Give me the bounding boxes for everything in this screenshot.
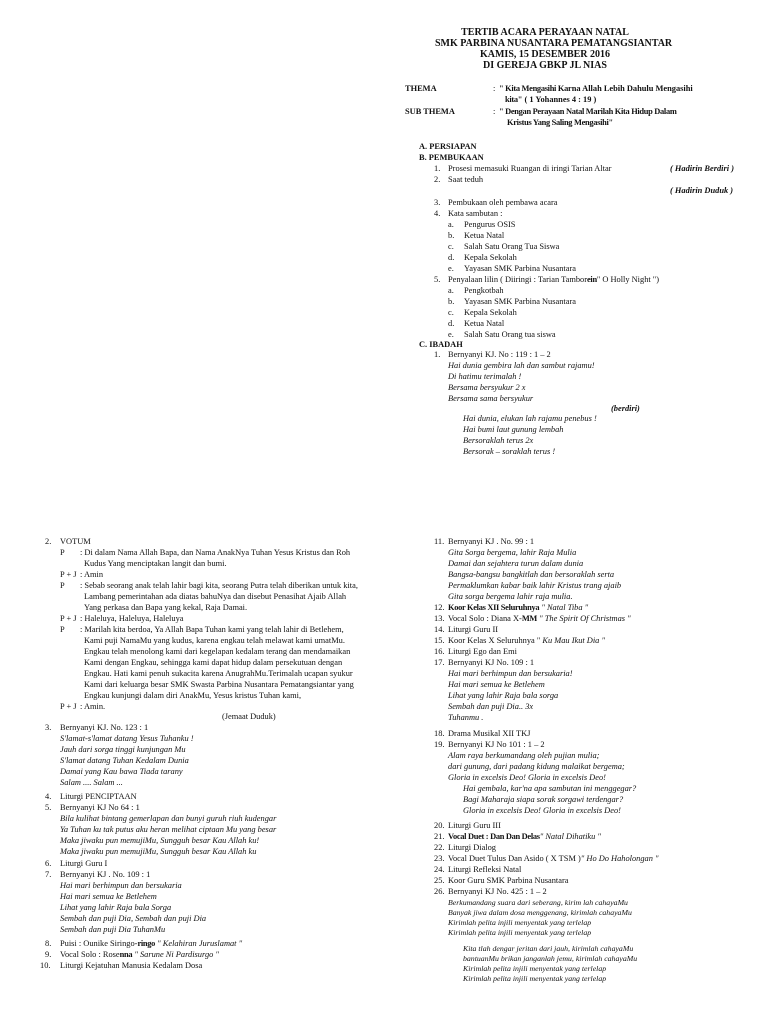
lyric-line: Kirimlah pelita injili menyentak yang terlelap [463,964,607,973]
lyric-line: Maka jiwaku pun memujiMu, Sungguh besar Kau Allah ku [60,847,257,856]
lyric-line: Damai dan sejahtera turun dalam dunia [448,559,584,568]
list-item: 3. [45,723,52,732]
list-item: 6. [45,859,52,868]
list-item: 26. [434,887,445,896]
sub-item: a. [448,286,454,295]
subthema-label: SUB THEMA [405,107,455,116]
list-item: 4. [45,792,52,801]
list-item: Liturgi Kejatuhan Manusia Kedalam Dosa [60,961,203,970]
sub-item: b. [448,297,455,306]
list-item: 15. [434,636,445,645]
list-item: 4. [434,209,441,218]
list-item: 21. [434,832,445,841]
liturgy-line: Kami dari keluarga besar SMK Swasta Parbina Nusantara Pematangsiantar yang [84,680,354,689]
liturgy-line: Kami dengan Engkau, sehingga kami dapat hidup dalam persekutuan dengan [84,658,343,667]
lyric-line: Hai bumi laut gunung lembah [463,425,564,434]
list-item: 19. [434,740,445,749]
list-item: Bernyanyi KJ. No : 119 : 1 – 2 [448,350,551,359]
list-item: Liturgi Dialog [448,843,496,852]
liturgy-line: Engkau telah menolong kami dari kegelapan kedalam terang dan mendamaikan [84,647,351,656]
list-item: 13. [434,614,445,623]
liturgy-speaker: P + J [60,570,77,579]
list-item: 5. [434,275,441,284]
lyric-line: Ya Tuhan ku tak putus aku heran melihat ciptaan Mu yang besar [60,825,277,834]
thema-part1: " Kita Mengasihi Ka [499,84,568,93]
list-item: Kata sambutan : [448,209,503,218]
list-item: Vocal Duet Tulus Dan Asido ( X TSM )" Ho Do Haholongan " [448,854,659,863]
thema-colon: : [493,84,496,93]
lyric-line: bantuanMu brikan janganlah jemu, kirimlah cahayaMu [463,954,638,963]
event-date: KAMIS, 15 DESEMBER 2016 [479,49,610,60]
hadirin-duduk: ( Hadirin Duduk ) [670,186,734,195]
list-item: 8. [45,939,52,948]
lyric-line: Banyak jiwa dalam dosa menggenang, kirimlah cahayaMu [448,908,632,917]
school-name: SMK PARBINA NUSANTARA PEMATANGSIANTAR [435,38,673,49]
list-item: Liturgi Guru II [448,625,499,634]
liturgy-speaker: P [60,625,65,634]
sub-item: Ketua Natal [464,231,505,240]
list-item: Drama Musikal XII TKJ [448,729,531,738]
lyric-line: Kirimlah pelita injili menyentak yang terlelap [448,928,592,937]
lyric-line: Sembah dan puji Dia, Sembah dan puji Dia [60,914,207,923]
lyric-line: Hai dunia, elukan lah rajamu penebus ! [463,414,597,423]
list-item: 24. [434,865,445,874]
list-item: Bernyanyi KJ . No. 99 : 1 [448,537,535,546]
subthema-colon: : [493,107,496,116]
sub-item: d. [448,319,455,328]
liturgy-line: Yang perkasa dan Bapa yang kekal, Raja Damai. [84,603,248,612]
event-venue: DI GEREJA GBKP JL NIAS [483,60,607,71]
list-item: 9. [45,950,52,959]
lyric-line: Gita sorga bergema lahir raja mulia. [448,592,573,601]
list-item: Bernyanyi KJ No 64 : 1 [60,803,140,812]
list-item: 25. [434,876,445,885]
sub-item: Yayasan SMK Parbina Nusantara [464,264,576,273]
subthema-line2: Kristus Yang Saling Mengasihi" [507,118,613,127]
thema-line2a: kita [505,95,518,104]
list-item: 23. [434,854,445,863]
list-item: 22. [434,843,445,852]
lyric-line: Salam .... Salam ... [60,778,123,787]
sub-item: Salah Satu Orang tua siswa [464,330,556,339]
list-item: Koor Kelas XII Seluruhnya " Natal Tiba " [448,603,589,612]
list-item: 2. [434,175,441,184]
sub-item: Salah Satu Orang Tua Siswa [464,242,560,251]
list-item: Pembukaan oleh pembawa acara [448,198,558,207]
liturgy-line: Kami puji NamaMu yang kudus, karena engkau telah melawat kami umatMu. [84,636,345,645]
lyric-line: Gloria in excelsis Deo! Gloria in excelsis Deo! [448,773,606,782]
liturgy-speaker: P [60,581,65,590]
berdiri-note: (berdiri) [611,404,640,413]
lyric-line: Alam raya berkumandang oleh pujian mulia; [448,751,600,760]
sub-item: b. [448,231,455,240]
sub-item: Ketua Natal [464,319,505,328]
thema-line2 [505,94,596,105]
list-item: Bernyanyi KJ No. 109 : 1 [448,658,535,667]
list-item: Saat teduh [448,175,484,184]
sub-item: Pengkotbah [464,286,504,295]
lyric-line: Lihat yang lahir Raja bala Sorga [60,903,172,912]
list-item: 14. [434,625,445,634]
liturgy-line: Engkau kunjungi dalam diri AnakMu, Yesus kristus Tuhan kami, [84,691,302,700]
list-item: 18. [434,729,445,738]
lyric-line: Permaklumkan kabar baik lahir Kristus trang ajaib [448,581,622,590]
lyric-line: Bila kulihat bintang gemerlapan dan bunyi guruh riuh kudengar [60,814,277,823]
lyric-line: Jauh dari sorga tinggi kunjungan Mu [60,745,186,754]
sub-item: Yayasan SMK Parbina Nusantara [464,297,576,306]
list-item: 17. [434,658,445,667]
jemaat-duduk-note: (Jemaat Duduk) [222,712,276,721]
lyric-line: Hai dunia gembira lah dan sambut rajamu! [448,361,595,370]
liturgy-speaker: P + J [60,702,77,711]
lyric-line: Hai mari berhimpun dan bersukaria [60,881,182,890]
list-item: Liturgi PENCIPTAAN [60,792,137,801]
lyric-line: Hai mari semua ke Betlehem [448,680,545,689]
list-item: VOTUM [60,537,91,546]
lyric-line: dari gunung, dari padang kidung malaikat bergema; [448,762,625,771]
thema-line2b: " ( 1 Yohannes 4 : 19 ) [517,95,597,104]
lyric-line: S'lamat-s'lamat datang Yesus Tuhanku ! [60,734,194,743]
list-item: 1. [434,350,441,359]
sub-item: d. [448,253,455,262]
lyric-line: Bangsa-bangsu bangkitlah dan bersoraklah serta [448,570,615,579]
sub-item: Kepala Sekolah [464,253,517,262]
sub-item: c. [448,308,454,317]
sub-item: e. [448,264,454,273]
lyric-line: Gloria in excelsis Deo! Gloria in excelsis Deo! [463,806,621,815]
liturgy-line: : Amin [80,570,104,579]
list-item: Bernyanyi KJ No 101 : 1 – 2 [448,740,545,749]
lyric-line: Kirimlah pelita injili menyentak yang terlelap [463,974,607,983]
lyric-line: Di hatimu terimalah ! [448,372,522,381]
liturgy-speaker: P + J [60,614,77,623]
sub-item: Pengurus OSIS [464,220,516,229]
subthema-line1: " Dengan Perayaan Natal Marilah Kita Hidup Dalam [499,107,677,116]
sub-item: c. [448,242,454,251]
list-item: 10. [40,961,51,970]
doc-title: TERTIB ACARA PERAYAAN NATAL [461,27,629,38]
lyric-line: Bersama bersyukur 2 x [448,383,526,392]
lyric-line: Tuhanmu . [448,713,484,722]
lyric-line: Gita Sorga bergema, lahir Raja Mulia [448,548,577,557]
hadirin-berdiri: ( Hadirin Berdiri ) [670,164,734,173]
list-item: 11. [434,537,445,546]
thema-part2: rna Allah Lebih Dahulu Mengasihi [567,84,693,93]
list-item: Liturgi Refleksi Natal [448,865,522,874]
liturgy-line: : Marilah kita berdoa, Ya Allah Bapa Tuhan kami yang telah lahir di Betlehem, [80,625,344,634]
list-item: 5. [45,803,52,812]
lyric-line: Hai mari semua ke Betlehem [60,892,157,901]
section-ibadah: C. IBADAH [419,340,463,349]
liturgy-line: Lambang pemerintahan ada diatas bahuNya dan disebut Penasihat Ajaib Allah [84,592,347,601]
lyric-line: Sembah dan puji Dia TuhanMu [60,925,166,934]
list-item: Koor Guru SMK Parbina Nusantara [448,876,569,885]
list-item: Bernyanyi KJ No. 425 : 1 – 2 [448,887,547,896]
sub-item: a. [448,220,454,229]
list-item: Vocal Duet : Dan Dan Delas" Natal Dihatiku " [448,832,601,841]
list-item: Puisi : Ounike Siringo-ringo " Kelahiran Juruslamat " [60,939,243,948]
lyric-line: Hai gembala, kar'na apa sambutan ini menggegar? [463,784,637,793]
list-item: 2. [45,537,52,546]
list-item: Liturgi Ego dan Emi [448,647,517,656]
lyric-line: Maka jiwaku pun memujiMu, Sungguh besar Kau Allah ku! [60,836,260,845]
list-item: Bernyanyi KJ . No. 109 : 1 [60,870,151,879]
lyric-line: Damai yang Kau bawa Tiada tarany [60,767,183,776]
liturgy-line: : Sebab seorang anak telah lahir bagi kita, seorang Putra telah diberikan untuk kita, [80,581,358,590]
liturgy-speaker: P [60,548,65,557]
sub-item: Kepala Sekolah [464,308,517,317]
section-persiapan: A. PERSIAPAN [419,142,477,151]
section-pembukaan: B. PEMBUKAAN [419,153,484,162]
lyric-line: Bersorak – soraklah terus ! [463,447,556,456]
lyric-line: Berkumandang suara dari seberang, kirim lah cahayaMu [448,898,628,907]
lyric-line: Bagi Maharaja siapa sorak sorgawi terdengar? [463,795,624,804]
list-item: Vocal Solo : Rosenna " Sarune Ni Pardisurgo " [60,950,219,959]
list-item: Penyalaan lilin ( Diiringi : Tarian Tamborein" O Holly Night ") [448,275,660,284]
liturgy-line: Engkau. Hati kami penuh sukacita karena AnugrahMu.Terimalah ucapan syukur [84,669,353,678]
liturgy-line: : Amin. [80,702,106,711]
list-item: 1. [434,164,441,173]
list-item: Koor Kelas X Seluruhnya " Ku Mau Ikut Dia " [448,636,605,645]
thema-label: THEMA [405,84,437,93]
list-item: Liturgi Guru III [448,821,501,830]
lyric-line: Kirimlah pelita injili menyentak yang terlelap [448,918,592,927]
lyric-line: S'lamat datang Tuhan Kedalam Dunia [60,756,189,765]
sub-item: e. [448,330,454,339]
thema-text [499,83,693,94]
liturgy-line: Kudus Yang menciptakan langit dan bumi. [84,559,227,568]
list-item: 3. [434,198,441,207]
lyric-line: Bersama sama bersyukur [448,394,534,403]
lyric-line: Sembah dan puji Dia.. 3x [448,702,534,711]
list-item: 20. [434,821,445,830]
lyric-line: Hai mari berhimpun dan bersukaria! [448,669,573,678]
lyric-line: Lihat yang lahir Raja bala sorga [448,691,559,700]
list-item: Liturgi Guru I [60,859,108,868]
liturgy-line: : Di dalam Nama Allah Bapa, dan Nama AnakNya Tuhan Yesus Kristus dan Roh [80,548,351,557]
lyric-line: Kita tlah dengar jeritan dari jauh, kirimlah cahayaMu [463,944,634,953]
list-item: 16. [434,647,445,656]
liturgy-line: : Haleluya, Haleluya, Haleluya [80,614,184,623]
list-item: Vocal Solo : Diana X-MM " The Spirit Of Christmas " [448,614,631,623]
list-item: Prosesi memasuki Ruangan di iringi Tarian Altar [448,164,612,173]
list-item: 12. [434,603,445,612]
list-item: Bernyanyi KJ. No. 123 : 1 [60,723,149,732]
lyric-line: Bersoraklah terus 2x [463,436,534,445]
list-item: 7. [45,870,52,879]
